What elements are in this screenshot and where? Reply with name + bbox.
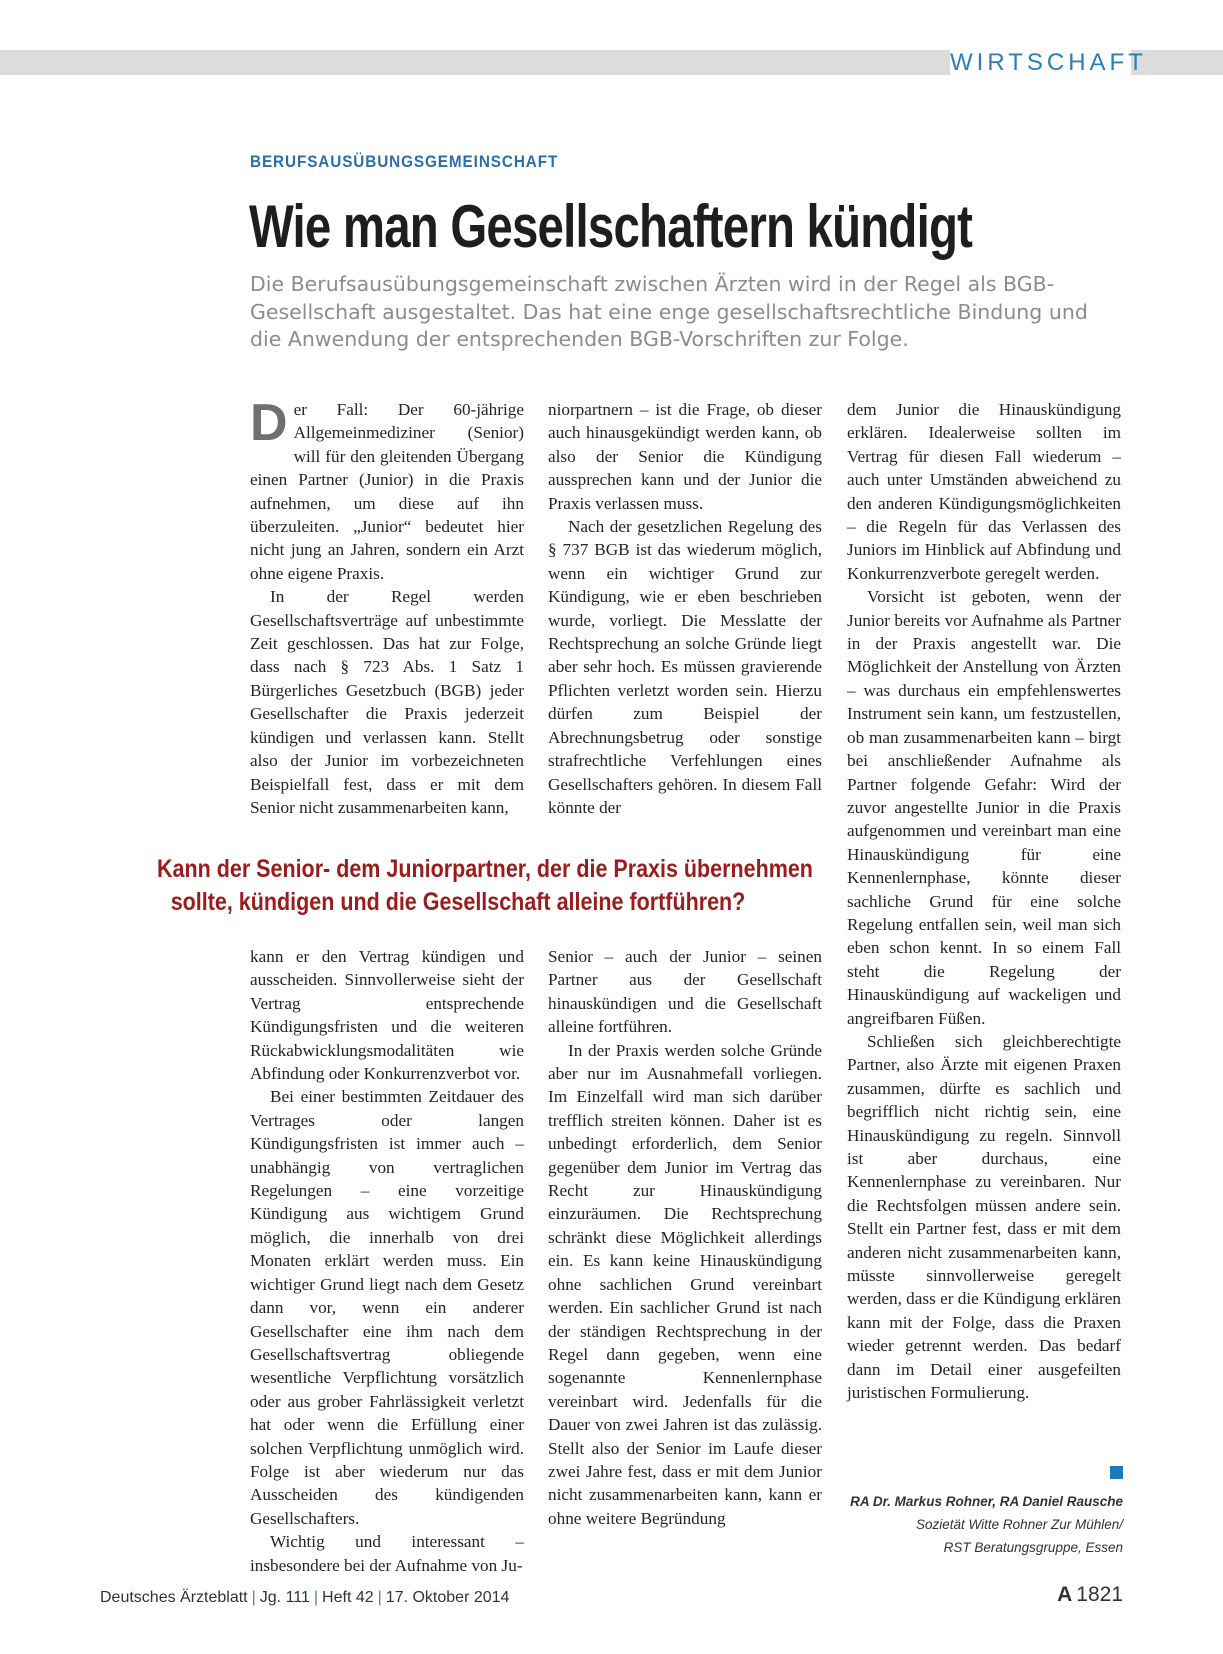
article-kicker: BERUFSAUSÜBUNGSGEMEINSCHAFT xyxy=(250,152,559,171)
pull-quote-line: Kann der Senior- dem Juniorpartner, der die Praxis übernehmen xyxy=(157,855,813,883)
page-number: A 1821 xyxy=(1057,1583,1123,1606)
separator: | xyxy=(251,1589,256,1606)
paragraph: Der Fall: Der 60-jährige Allgemeinmediziner (Senior) will für den gleitenden Übergang einen Partner (Junior) in die Praxis aufnehmen, um diese auf ihn überzuleiten. „Junior“ bedeutet hier nicht jung an Jahren, sondern ein Arzt ohne eigene Praxis. xyxy=(250,394,524,583)
separator: | xyxy=(377,1589,382,1606)
paragraph: Bei einer bestimmten Zeitdauer des Vertrages oder langen Kündigungsfristen ist immer auch – unabhängig von vertraglichen Regelungen – eine vorzeitige Kündigung aus wichtigem Grund möglich, die innerhalb von drei Monaten erklärt werden muss. Ein wichtiger Grund liegt nach dem Gesetz dann vor, wenn ein anderer Gesellschafter eine ihm nach dem Gesellschaftsvertrag obliegende wesentliche Verpflichtung vorsätzlich oder aus grober Fahrlässigkeit verletzt hat oder wenn die Erfüllung einer solchen Verpflichtung unmöglich wird. Folge ist aber wiederum nur das Ausscheiden des kündigenden Gesellschafters. xyxy=(250,1087,524,1528)
pull-quote-line: sollte, kündigen und die Gesellschaft alleine fortführen? xyxy=(170,888,746,916)
column-1-top xyxy=(250,394,524,819)
issue-date: 17. Oktober 2014 xyxy=(385,1589,510,1606)
end-mark-icon xyxy=(1110,1466,1123,1479)
authors: RA Dr. Markus Rohner, RA Daniel Rausche xyxy=(850,1494,1123,1509)
section-label: WIRTSCHAFT xyxy=(950,46,1131,79)
footer xyxy=(100,1589,509,1607)
paragraph: Vorsicht ist geboten, wenn der Junior bereits vor Aufnahme als Partner in der Praxis angestellt war. Die Möglichkeit der Anstellung von Ärzten – was durchaus ein empfehlenswertes Instrument sein kann, um festzustellen, ob man zusammenarbeiten kann – birgt bei anschließender Aufnahme als Partner folgende Gefahr: Wird der zuvor angestellte Junior in die Praxis aufgenommen und vereinbart man eine Hinauskündigung für eine Kennenlernphase, könnte dieser sachliche Grund für eine solche Regelung entfallen sein, weil man sich eben schon kennt. In so einem Fall steht die Regelung der Hinauskündigung auf wackeligen und angreifbaren Füßen. xyxy=(847,587,1121,1028)
issue: Heft 42 xyxy=(322,1589,374,1606)
article-title: Wie man Gesellschaftern kündigt xyxy=(249,193,973,260)
journal-name: Deutsches Ärzteblatt xyxy=(100,1589,248,1606)
paragraph: niorpartnern – ist die Frage, ob dieser auch hinausgekündigt werden kann, ob also der Senior die Kündigung aussprechen kann und der Junior die Praxis verlassen muss. xyxy=(548,400,822,513)
institution-line: Sozietät Witte Rohner Zur Mühlen/ xyxy=(916,1517,1123,1532)
paragraph: In der Praxis werden solche Gründe aber nur im Ausnahmefall vorliegen. Im Einzelfall wird man sich darüber trefflich streiten können. Daher ist es unbedingt erforderlich, dem Senior gegenüber dem Junior im Vertrag das Recht zur Hinauskündigung einzuräumen. Die Rechtsprechung schränkt diese Möglichkeit allerdings ein. Es kann keine Hinauskündigung ohne sachlichen Grund vereinbart werden. Ein sachlicher Grund ist nach der ständigen Rechtsprechung in der Regel dann gegeben, wenn eine sogenannte Kennenlernphase vereinbart wird. Jedenfalls für die Dauer von zwei Jahren ist das zulässig. Stellt also der Senior im Laufe dieser zwei Jahre fest, dass er mit dem Junior nicht zusammenarbeiten kann, kann er ohne weitere Begründung xyxy=(548,1040,822,1528)
volume: Jg. 111 xyxy=(259,1589,310,1606)
separator: | xyxy=(313,1589,319,1606)
paragraph: Schließen sich gleichberechtigte Partner, also Ärzte mit eigenen Praxen zusammen, dürfte es sachlich und begrifflich nicht richtig sein, eine Hinauskündigung zu regeln. Sinnvoll ist aber durchaus, eine Kennenlernphase zu vereinbaren. Nur die Rechtsfolgen müssen andere sein. Stellt ein Partner fest, dass er mit dem anderen nicht zusammenarbeiten kann, müsste sinnvollerweise geregelt werden, dass er die Kündigung erklären kann mit der Folge, dass die Praxen wieder getrennt werden. Das bedarf dann im Detail einer ausgefeilten juristischen Formulierung. xyxy=(847,1031,1121,1403)
drop-cap: D xyxy=(250,394,288,452)
paragraph: Wichtig und interessant – insbesondere bei der Aufnahme von Ju- xyxy=(250,1532,524,1575)
paragraph: Nach der gesetzlichen Regelung des § 737 BGB ist das wiederum möglich, wenn ein wichtiger Grund zur Kündigung, wie er eben beschrieben wurde, vorliegt. Die Messlatte der Rechtsprechung an solche Gründe liegt aber sehr hoch. Es müssen gravierende Pflichten verletzt worden sein. Hierzu dürfen zum Beispiel der Abrechnungsbetrug oder sonstige strafrechtliche Verfehlungen eines Gesellschafters gehören. In diesem Fall könnte der xyxy=(548,517,822,817)
column-2-bottom xyxy=(548,945,822,1530)
paragraph: dem Junior die Hinauskündigung erklären. Idealerweise sollten im Vertrag für diesen Fall wiederum – auch unter Umständen abweichend zu den anderen Kündigungsmöglichkeiten – die Regeln für das Verlassen des Juniors im Hinblick auf Abfindung und Konkurrenzverbote geregelt werden. xyxy=(847,400,1121,583)
paragraph: kann er den Vertrag kündigen und ausscheiden. Sinnvollerweise sieht der Vertrag entsprechende Kündigungsfristen und die weiteren Rückabwicklungsmodalitäten wie Abfindung oder Konkurrenzverbot vor. xyxy=(250,947,524,1084)
article-lead: Die Berufsausübungsgemeinschaft zwischen Ärzten wird in der Regel als BGB-Gesellschaft ausgestaltet. Das hat eine enge gesellschaftsrechtliche Bindung und die Anwendung der entsprechenden BGB-Vorschriften zur Folge. xyxy=(250,272,1088,351)
column-1-bottom xyxy=(250,945,524,1577)
institution-line: RST Beratungsgruppe, Essen xyxy=(943,1540,1123,1555)
column-3 xyxy=(847,398,1121,1404)
column-2-top xyxy=(548,398,822,819)
paragraph: Senior – auch der Junior – seinen Partner aus der Gesellschaft hinauskündigen und die Gesellschaft alleine fortführen. xyxy=(548,947,822,1037)
page-prefix: A xyxy=(1057,1583,1073,1606)
author-signoff xyxy=(847,1490,1123,1559)
paragraph: In der Regel werden Gesellschaftsverträge auf unbestimmte Zeit geschlossen. Das hat zur Folge, dass nach § 723 Abs. 1 Satz 1 Bürgerliches Gesetzbuch (BGB) jeder Gesellschafter die Praxis jederzeit kündigen und verlassen kann. Stellt also der Junior im vorbezeichneten Beispielfall fest, dass er mit dem Senior nicht zusammenarbeiten kann, xyxy=(250,587,524,817)
pull-quote xyxy=(108,853,813,919)
